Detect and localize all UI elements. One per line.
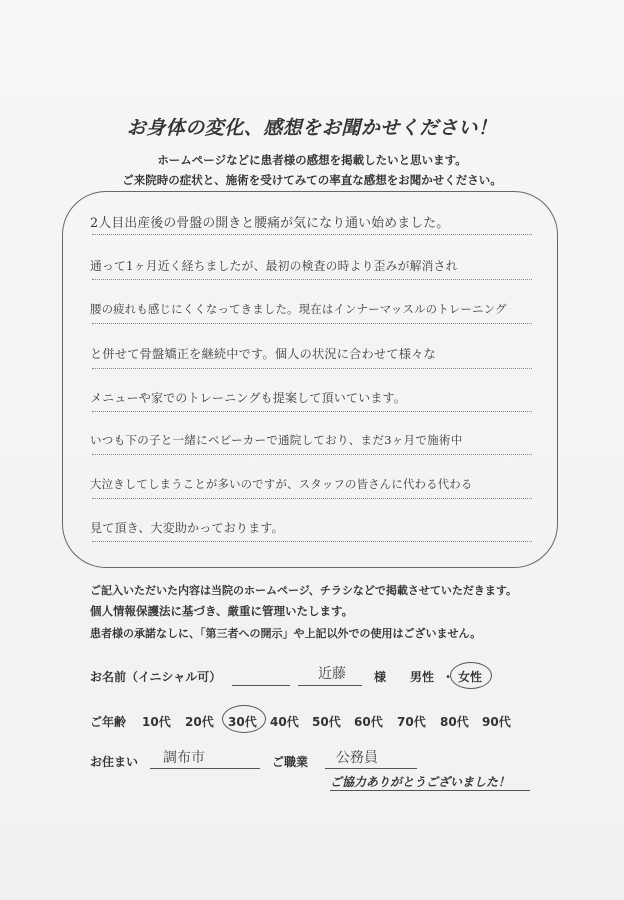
age-option-90: 90代 (482, 715, 511, 729)
writing-rule (92, 368, 532, 369)
job-underline (325, 768, 417, 769)
age-option-40: 40代 (270, 715, 299, 729)
writing-rule (92, 279, 532, 280)
address-label: お住まい (90, 755, 139, 769)
notice-line-3: 患者様の承諾なしに、「第三者への開示」や上記以外での使用はございません。 (90, 627, 482, 640)
gender-male: 男性 (410, 670, 435, 684)
name-label: お名前（イニシャル可） (90, 670, 222, 684)
testimonial-line: と併せて骨盤矯正を継続中です。個人の状況に合わせて様々な (90, 347, 436, 361)
testimonial-line: 2人目出産後の骨盤の開きと腰痛が気になり通い始めました。 (90, 216, 450, 231)
job-value: 公務員 (336, 750, 378, 766)
writing-rule (92, 454, 532, 455)
page-title: お身体の変化、感想をお聞かせください！ (126, 117, 498, 139)
name-underline (298, 685, 362, 686)
job-label: ご職業 (272, 755, 309, 769)
gender-female: 女性 (458, 670, 483, 684)
writing-rule (92, 498, 532, 499)
notice-line-2: 個人情報保護法に基づき、厳重に管理いたします。 (90, 604, 354, 618)
gender-separator: ・ (442, 670, 455, 684)
testimonial-box (62, 191, 558, 568)
age-option-10: 10代 (142, 715, 171, 729)
thanks-underline (330, 790, 530, 791)
writing-rule (92, 234, 532, 235)
writing-rule (92, 541, 532, 542)
honorific: 様 (374, 670, 387, 684)
age-label: ご年齢 (90, 715, 127, 729)
age-option-80: 80代 (440, 715, 469, 729)
age-option-70: 70代 (397, 715, 426, 729)
intro-line-2: ご来院時の症状と、施術を受けてみての率直な感想をお聞かせください。 (122, 173, 502, 187)
name-value: 近藤 (318, 666, 346, 682)
testimonial-line: メニューや家でのトレーニングも提案して頂いています。 (90, 391, 407, 405)
testimonial-line: いつも下の子と一緒にベビーカーで通院しており、まだ3ヶ月で施術中 (90, 433, 463, 447)
age-option-30: 30代 (228, 715, 257, 729)
age-option-20: 20代 (185, 715, 214, 729)
address-value: 調布市 (163, 750, 205, 766)
testimonial-line: 大泣きしてしまうことが多いのですが、スタッフの皆さんに代わる代わる (90, 477, 473, 491)
testimonial-line: 見て頂き、大変助かっております。 (90, 521, 284, 535)
thanks-message: ご協力ありがとうございました！ (330, 775, 511, 789)
address-underline (150, 768, 260, 769)
notice-line-1: ご記入いただいた内容は当院のホームページ、チラシなどで掲載させていただきます。 (90, 584, 518, 597)
writing-rule (92, 323, 532, 324)
testimonial-line: 腰の疲れも感じにくくなってきました。現在はインナーマッスルのトレーニング (90, 302, 507, 316)
writing-rule (92, 411, 532, 412)
age-option-50: 50代 (312, 715, 341, 729)
name-underline (232, 685, 290, 686)
testimonial-line: 通って1ヶ月近く経ちましたが、最初の検査の時より歪みが解消され (90, 259, 458, 273)
age-option-60: 60代 (354, 715, 383, 729)
intro-line-1: ホームページなどに患者様の感想を掲載したいと思います。 (157, 153, 467, 167)
